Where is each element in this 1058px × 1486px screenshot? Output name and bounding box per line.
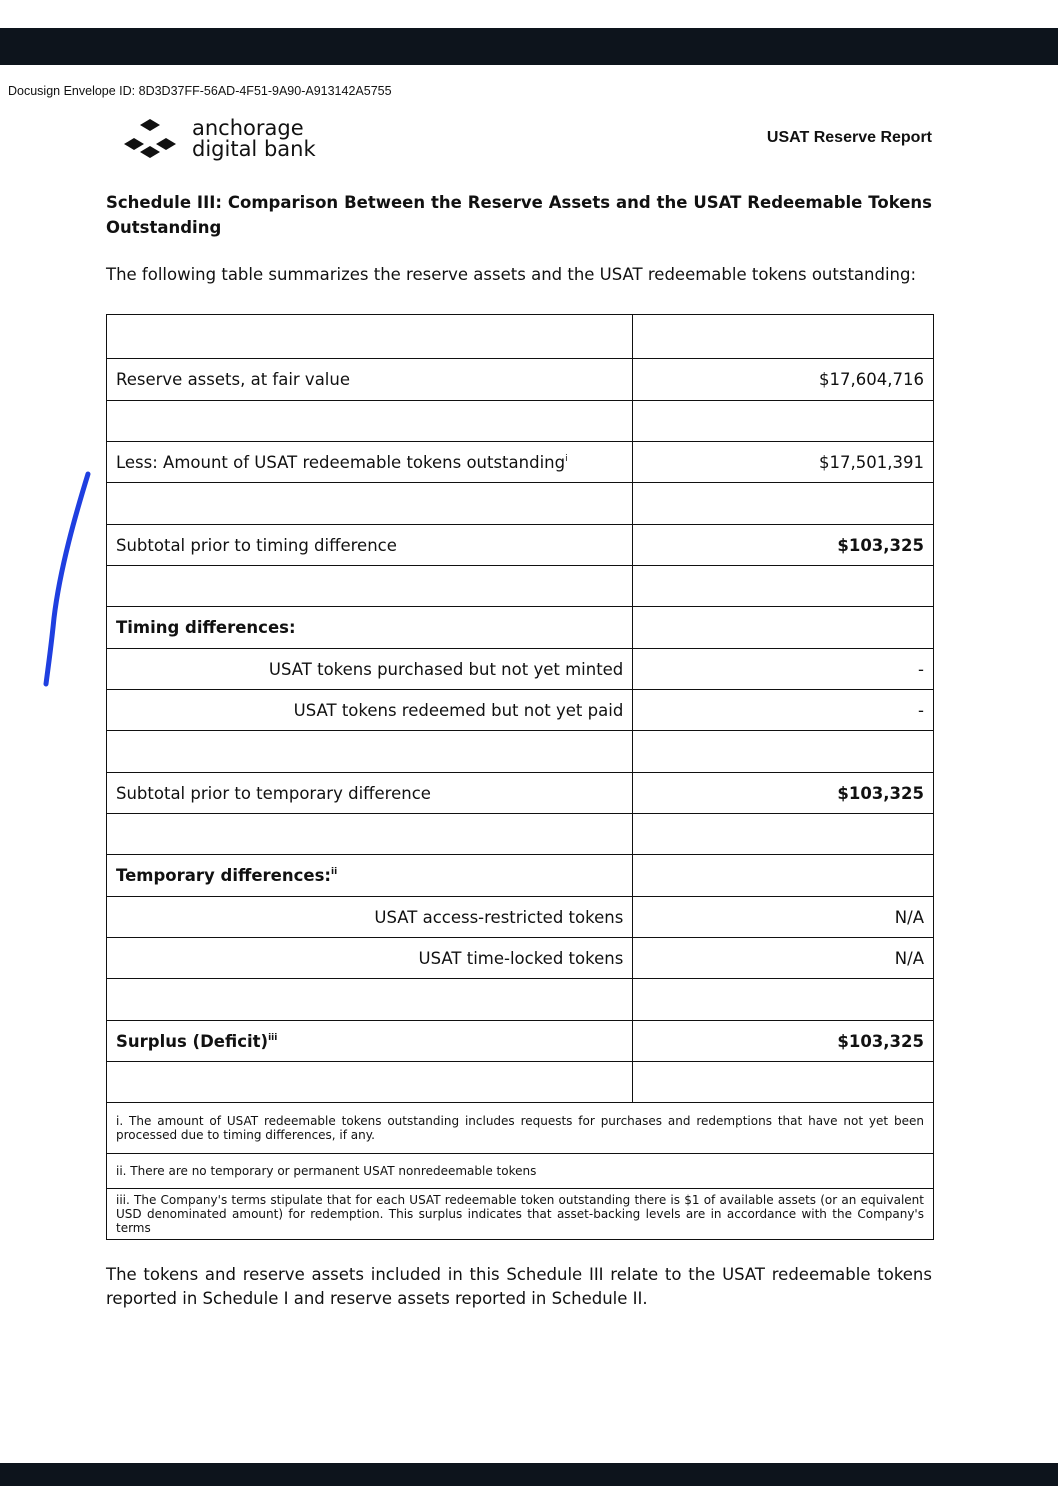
footnote-i: i. The amount of USAT redeemable tokens outstanding includes requests for purchases and redemptions that have not yet been processed due to timing differences, if any. bbox=[107, 1103, 934, 1154]
table-row bbox=[107, 607, 934, 649]
report-title: USAT Reserve Report bbox=[766, 129, 932, 146]
redeemed-value: - bbox=[633, 690, 934, 731]
blank-row bbox=[107, 315, 934, 359]
footnote-ref-i: i bbox=[565, 453, 568, 464]
purchased-value: - bbox=[633, 649, 934, 690]
subtotal-timing-label: Subtotal prior to timing difference bbox=[107, 525, 633, 566]
pen-annotation-mark bbox=[38, 468, 98, 693]
time-locked-value: N/A bbox=[633, 938, 934, 979]
blank-row bbox=[107, 566, 934, 607]
footnote-ref-iii: iii bbox=[268, 1032, 278, 1043]
logo-line-1: anchorage bbox=[192, 116, 304, 140]
surplus-label: Surplus (Deficit) bbox=[116, 1031, 269, 1051]
table-row bbox=[107, 690, 934, 731]
table-row bbox=[107, 773, 934, 814]
footnote-row bbox=[107, 1154, 934, 1189]
footnote-iii: iii. The Company's terms stipulate that for each USAT redeemable token outstanding there is $1 of available assets (or an equivalent USD denominated amount) for redemption. This surplus indicates that asset-backing levels are in accordance with the Company's terms bbox=[107, 1189, 934, 1240]
access-restricted-label: USAT access-restricted tokens bbox=[107, 897, 633, 938]
table-row bbox=[107, 649, 934, 690]
reserve-value: $17,604,716 bbox=[633, 359, 934, 401]
redeemed-label: USAT tokens redeemed but not yet paid bbox=[107, 690, 633, 731]
blank-row bbox=[107, 814, 934, 855]
footnote-row bbox=[107, 1103, 934, 1154]
reserve-comparison-table bbox=[106, 314, 934, 1240]
blank-row bbox=[107, 1062, 934, 1103]
diamond-logo-icon bbox=[122, 118, 182, 164]
less-value: $17,501,391 bbox=[633, 442, 934, 483]
subtotal-timing-value: $103,325 bbox=[633, 525, 934, 566]
table-row bbox=[107, 855, 934, 897]
less-label: Less: Amount of USAT redeemable tokens outstanding bbox=[116, 452, 566, 472]
table-row bbox=[107, 442, 934, 483]
top-bar bbox=[0, 28, 1058, 65]
blank-row bbox=[107, 401, 934, 442]
access-restricted-value: N/A bbox=[633, 897, 934, 938]
logo-line-2: digital bank bbox=[192, 137, 316, 161]
anchorage-logo bbox=[122, 118, 342, 164]
table-row bbox=[107, 938, 934, 979]
subtotal-temp-value: $103,325 bbox=[633, 773, 934, 814]
table-row bbox=[107, 359, 934, 401]
blank-row bbox=[107, 731, 934, 773]
intro-text: The following table summarizes the reserve assets and the USAT redeemable tokens outstanding: bbox=[106, 265, 917, 284]
footnote-ref-ii: ii bbox=[331, 867, 338, 877]
blank-row bbox=[107, 979, 934, 1021]
subtotal-temp-label: Subtotal prior to temporary difference bbox=[107, 773, 633, 814]
envelope-id: Docusign Envelope ID: 8D3D37FF-56AD-4F51-9A90-A913142A5755 bbox=[8, 84, 392, 98]
blank-row bbox=[107, 483, 934, 525]
reserve-label: Reserve assets, at fair value bbox=[107, 359, 633, 401]
temporary-differences-header: Temporary differences: bbox=[116, 866, 331, 885]
timing-differences-header: Timing differences: bbox=[107, 607, 633, 649]
surplus-value: $103,325 bbox=[633, 1021, 934, 1062]
time-locked-label: USAT time-locked tokens bbox=[107, 938, 633, 979]
closing-paragraph: The tokens and reserve assets included in this Schedule III relate to the USAT redeemable tokens reported in Schedule I and reserve assets reported in Schedule II. bbox=[106, 1265, 932, 1308]
temp-header-cell bbox=[107, 855, 633, 897]
table-row bbox=[107, 525, 934, 566]
less-label-cell bbox=[107, 442, 633, 483]
purchased-label: USAT tokens purchased but not yet minted bbox=[107, 649, 633, 690]
schedule-title: Schedule III: Comparison Between the Reserve Assets and the USAT Redeemable Tokens Outstanding bbox=[106, 193, 932, 237]
surplus-label-cell bbox=[107, 1021, 633, 1062]
table-row bbox=[107, 897, 934, 938]
bottom-bar bbox=[0, 1463, 1058, 1486]
table-row bbox=[107, 1021, 934, 1062]
footnote-ii: ii. There are no temporary or permanent USAT nonredeemable tokens bbox=[107, 1154, 934, 1189]
footnote-row bbox=[107, 1189, 934, 1240]
